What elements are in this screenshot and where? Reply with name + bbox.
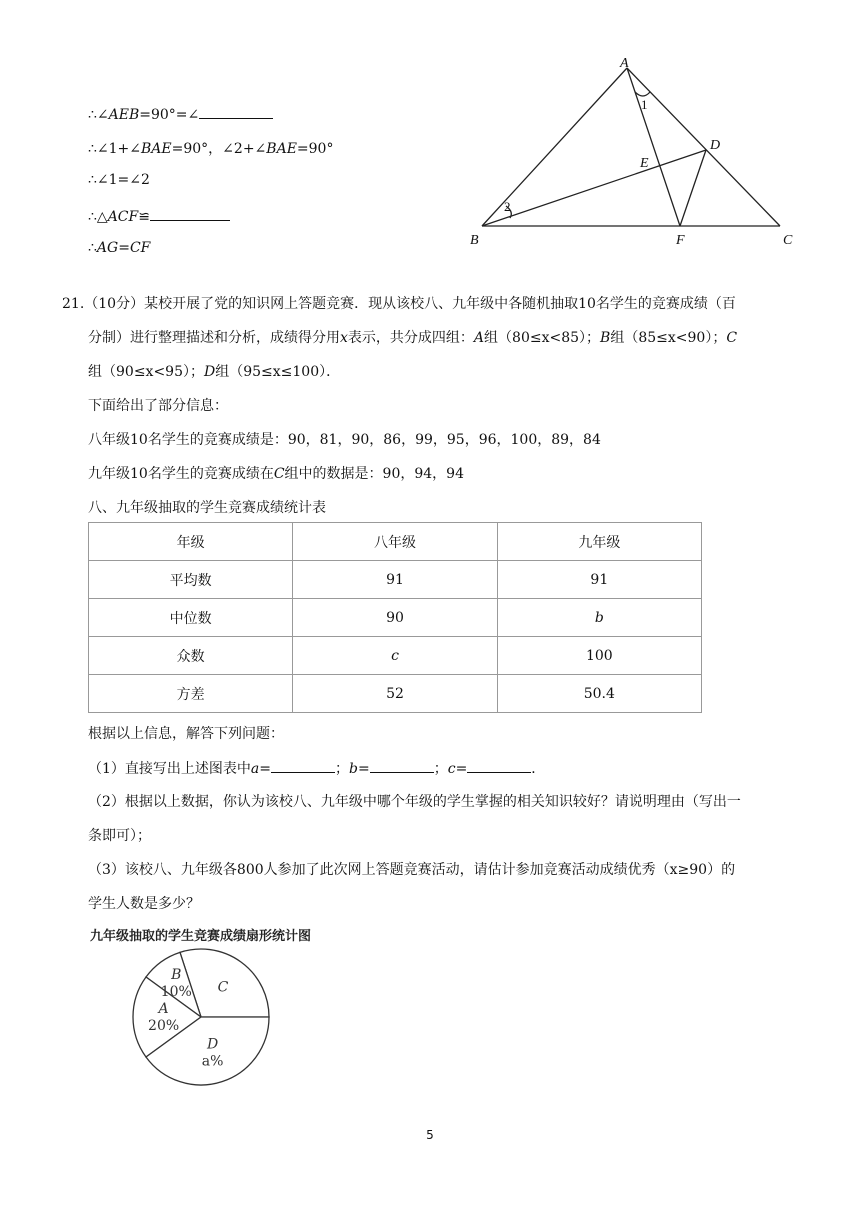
proof-line-4: ∴△ACF≌ xyxy=(88,206,230,225)
point-b-label: B xyxy=(470,233,479,248)
answer-blank-b[interactable] xyxy=(370,758,434,773)
pie-slice-a-percent: 20% xyxy=(148,1018,180,1034)
subquestions-intro: 根据以上信息，解答下列问题： xyxy=(88,726,284,742)
table-cell: 众数 xyxy=(89,637,293,675)
table-title: 八、九年级抽取的学生竞赛成绩统计表 xyxy=(88,500,326,516)
proof-line-3: ∴∠1=∠2 xyxy=(88,172,150,188)
question-21-line-3: 组（90≤x<95）；D组（95≤x≤100）． xyxy=(88,364,341,380)
pie-slice-a-name: A xyxy=(158,1001,169,1017)
angle-1-arc xyxy=(635,92,650,96)
table-header-row xyxy=(89,523,702,561)
subquestion-3-line-1: （3）该校八、九年级各800人参加了此次网上答题竞赛活动，请估计参加竞赛活动成绩优秀（x≥90）的 xyxy=(88,862,736,878)
answer-blank[interactable] xyxy=(199,104,273,119)
point-a-label: A xyxy=(620,56,629,71)
subquestion-2-line-1: （2）根据以上数据，你认为该校八、九年级中哪个年级的学生掌握的相关知识较好？请说明理由（写出一 xyxy=(88,794,741,810)
pie-slice-d-name: D xyxy=(206,1036,219,1053)
pie-chart xyxy=(130,944,280,1094)
table-row xyxy=(89,675,702,713)
table-row xyxy=(89,599,702,637)
pie-slice-b-name: B xyxy=(171,966,182,983)
proof-line-5: ∴AG=CF xyxy=(88,240,151,256)
table-cell: 50.4 xyxy=(497,675,701,713)
table-cell: 方差 xyxy=(89,675,293,713)
pie-chart-title: 九年级抽取的学生竞赛成绩扇形统计图 xyxy=(90,929,312,944)
question-21-line-1: 21.（10分）某校开展了党的知识网上答题竞赛．现从该校八、九年级中各随机抽取10名学生的竞赛成绩（百 xyxy=(62,296,736,312)
table-cell: c xyxy=(293,637,497,675)
table-cell: 100 xyxy=(497,637,701,675)
table-cell: 91 xyxy=(293,561,497,599)
answer-blank-c[interactable] xyxy=(467,758,531,773)
table-header-cell: 年级 xyxy=(89,523,293,561)
grade9-c-scores: 九年级10名学生的竞赛成绩在C组中的数据是：90，94，94 xyxy=(88,466,464,482)
geometry-diagram xyxy=(470,54,810,254)
point-c-label: C xyxy=(783,233,793,248)
angle-2-label: 2 xyxy=(504,199,511,214)
table-header-cell: 八年级 xyxy=(293,523,497,561)
answer-blank-a[interactable] xyxy=(271,758,335,773)
subquestion-1: （1）直接写出上述图表中a= ；b= ；c= ． xyxy=(88,758,545,779)
point-d-label: D xyxy=(710,138,721,153)
table-row xyxy=(89,637,702,675)
table-cell: b xyxy=(497,599,701,637)
pie-slice-c-name: C xyxy=(217,979,229,996)
point-e-label: E xyxy=(640,156,649,171)
segment-df xyxy=(680,150,706,226)
proof-line-1: ∴∠AEB=90°=∠ xyxy=(88,104,273,123)
proof-line-2: ∴∠1+∠BAE=90°，∠2+∠BAE=90° xyxy=(88,141,334,157)
answer-blank[interactable] xyxy=(150,206,230,221)
segment-bd xyxy=(482,150,706,226)
question-21-line-2: 分制）进行整理描述和分析，成绩得分用x表示，共分成四组：A组（80≤x<85）；B组（85≤x<90）；C xyxy=(88,330,738,346)
point-f-label: F xyxy=(676,233,685,248)
segment-ac xyxy=(627,68,780,226)
stats-table xyxy=(88,522,702,713)
info-intro: 下面给出了部分信息： xyxy=(88,398,228,414)
table-cell: 90 xyxy=(293,599,497,637)
table-row xyxy=(89,561,702,599)
segment-af xyxy=(627,68,680,226)
table-cell: 91 xyxy=(497,561,701,599)
pie-slice-b-percent: 10% xyxy=(160,983,192,1000)
grade8-scores: 八年级10名学生的竞赛成绩是：90，81，90，86，99，95，96，100，89，84 xyxy=(88,432,601,448)
pie-slice-d-percent: a% xyxy=(201,1053,224,1070)
angle-1-label: 1 xyxy=(641,97,648,112)
subquestion-3-line-2: 学生人数是多少？ xyxy=(88,896,200,912)
table-cell: 52 xyxy=(293,675,497,713)
table-cell: 平均数 xyxy=(89,561,293,599)
page-number: 5 xyxy=(426,1128,434,1142)
table-cell: 中位数 xyxy=(89,599,293,637)
table-header-cell: 九年级 xyxy=(497,523,701,561)
subquestion-2-line-2: 条即可）； xyxy=(88,828,151,844)
